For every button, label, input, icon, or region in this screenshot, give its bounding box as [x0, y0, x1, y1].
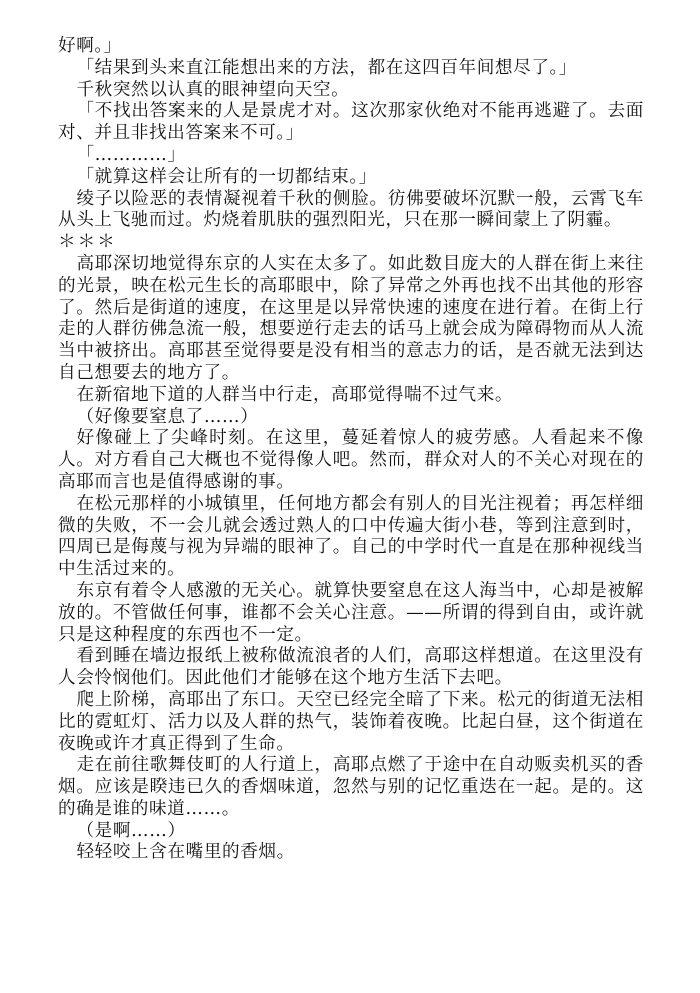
- paragraph: 在新宿地下道的人群当中行走，高耶觉得喘不过气来。: [76, 384, 514, 405]
- document-page: [58, 36, 644, 864]
- paragraph: 东京有着令人感激的无关心。就算快要窒息在这人海当中，心却是被解放的。不管做任何事，谁都不会关心注意。——所谓的得到自由，或许就只是这种程度的东西也不一定。: [58, 580, 644, 645]
- paragraph: 好像碰上了尖峰时刻。在这里，蔓延着惊人的疲劳感。人看起来不像人。对方看自己大概也不觉得像人吧。然而，群众对人的不关心对现在的高耶而言也是值得感谢的事。: [58, 428, 644, 492]
- paragraph: 在松元那样的小城镇里，任何地方都会有别人的目光注视着；再怎样细微的失败，不一会儿就会透过熟人的口中传遍大街小巷，等到注意到时，四周已是侮蔑与视为异端的眼神了。自己的中学时代一直是在那种视线当中生活过来的。: [58, 493, 644, 580]
- paragraph: （好像要窒息了……）: [76, 406, 259, 427]
- section-separator: ＊＊＊: [58, 232, 117, 253]
- paragraph: 绫子以险恶的表情凝视着千秋的侧脸。彷佛要破坏沉默一般，云霄飞车从头上飞驰而过。灼烧着肌肤的强烈阳光，只在那一瞬间蒙上了阴霾。: [58, 188, 644, 231]
- paragraph: 千秋突然以认真的眼神望向天空。: [76, 79, 350, 100]
- paragraph: 走在前往歌舞伎町的人行道上，高耶点燃了于途中在自动贩卖机买的香烟。应该是睽违已久的香烟味道，忽然与别的记忆重迭在一起。是的。这的确是谁的味道……。: [58, 755, 644, 819]
- paragraph: 轻轻咬上含在嘴里的香烟。: [76, 842, 295, 863]
- paragraph: 「结果到头来直江能想出来的方法，都在这四百年间想尽了。」: [76, 57, 578, 78]
- paragraph: （是啊……）: [76, 820, 186, 841]
- paragraph: 高耶深切地觉得东京的人实在太多了。如此数目庞大的人群在街上来往的光景，映在松元生长的高耶眼中，除了异常之外再也找不出其他的形容了。然后是街道的速度，在这里是以异常快速的速度在进行着。在街上行走的人群彷佛急流一般，想要逆行走去的话马上就会成为障碍物而从人流当中被挤出。高耶甚至觉得要是没有相当的意志力的话，是否就无法到达自己想要去的地方了。: [58, 253, 644, 383]
- paragraph: 「…………」: [76, 144, 186, 165]
- paragraph: 看到睡在墙边报纸上被称做流浪者的人们，高耶这样想道。在这里没有人会怜悯他们。因此他们才能够在这个地方生活下去吧。: [58, 646, 644, 689]
- paragraph: 爬上阶梯，高耶出了东口。天空已经完全暗了下来。松元的街道无法相比的霓虹灯、活力以及人群的热气，装饰着夜晚。比起白昼，这个街道在夜晚或许才真正得到了生命。: [58, 689, 644, 754]
- paragraph: 「就算这样会让所有的一切都结束。」: [76, 166, 377, 187]
- paragraph: 好啊。」: [58, 36, 122, 56]
- paragraph: 「不找出答案来的人是景虎才对。这次那家伙绝对不能再逃避了。去面对、并且非找出答案来不可。」: [58, 101, 644, 144]
